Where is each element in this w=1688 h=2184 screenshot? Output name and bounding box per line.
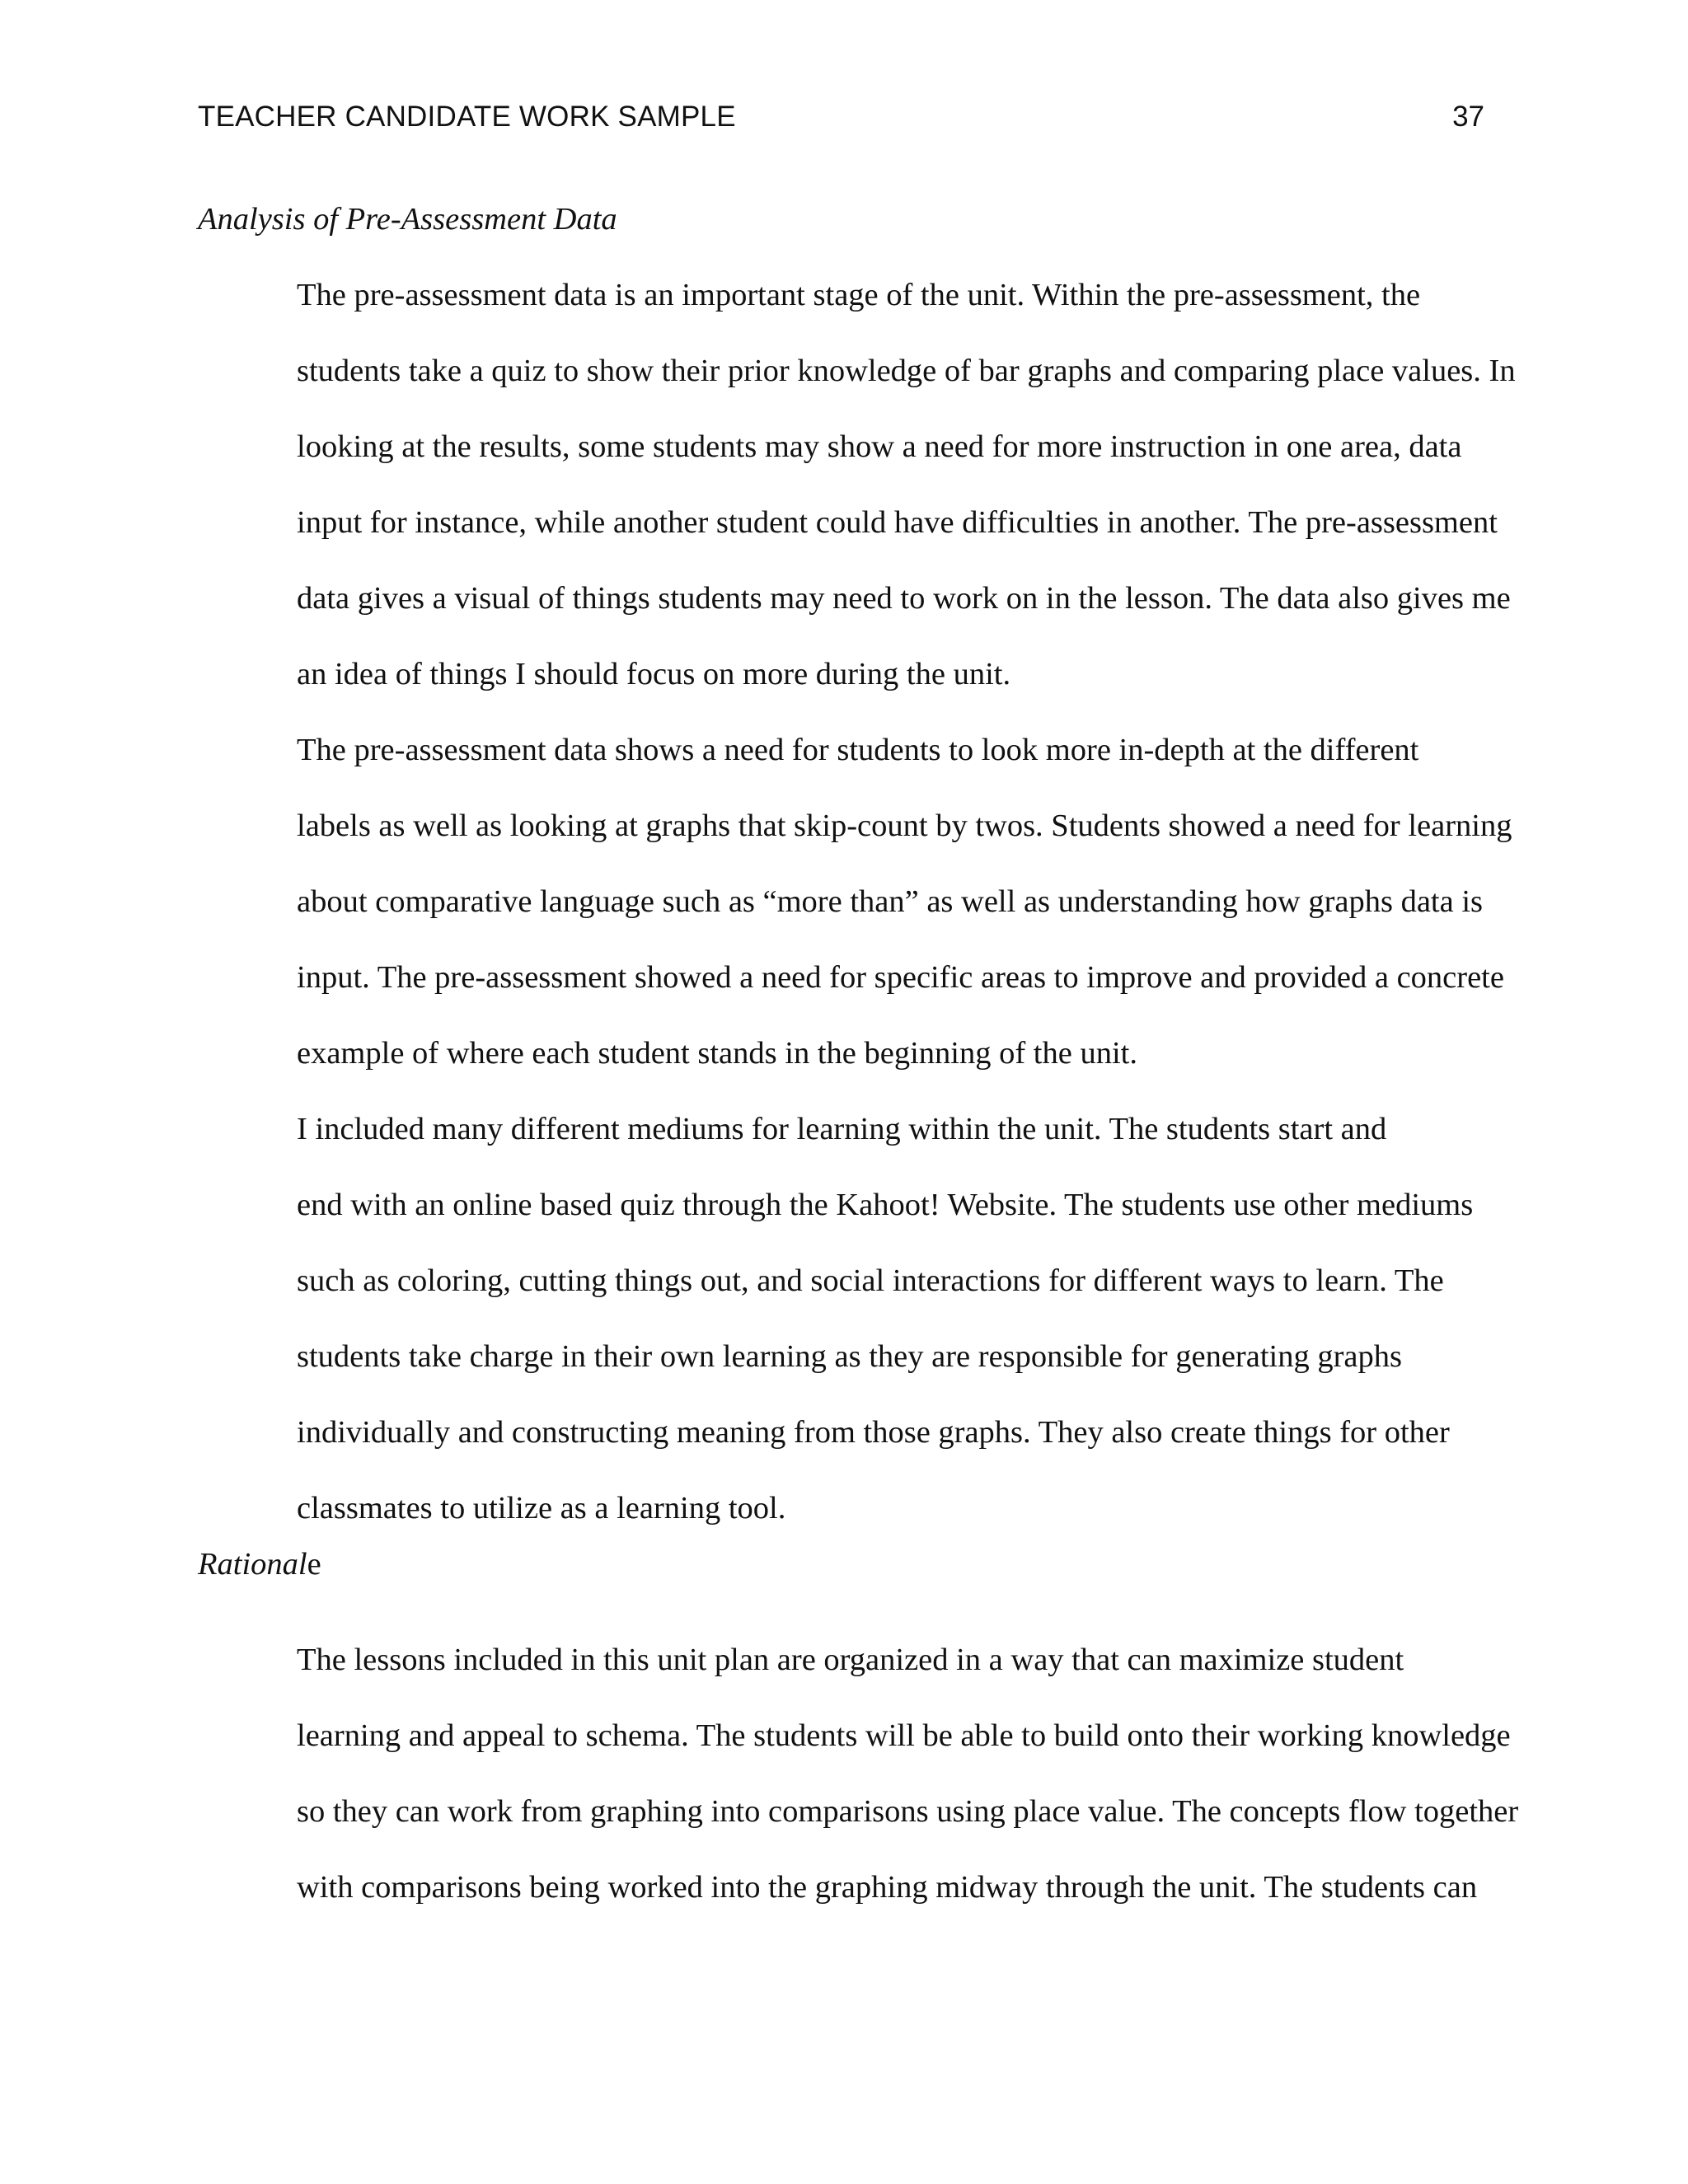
- text-line: an idea of things I should focus on more during the unit.: [297, 657, 1011, 691]
- text-line: input. The pre-assessment showed a need for specific areas to improve and provided a concrete: [297, 960, 1504, 995]
- paragraph-analysis-2: [198, 712, 1512, 1091]
- paragraph-analysis-3: [198, 1091, 1508, 1546]
- body-text: [198, 193, 1519, 1925]
- text-line: I included many different mediums for learning within the unit. The students start and: [297, 1112, 1387, 1146]
- heading-upright-part: e: [307, 1547, 321, 1582]
- text-line: learning and appeal to schema. The students will be able to build onto their working knowledge: [297, 1718, 1511, 1753]
- text-line: students take charge in their own learning as they are responsible for generating graphs: [297, 1339, 1402, 1374]
- text-line: example of where each student stands in the beginning of the unit.: [297, 1036, 1137, 1071]
- text-line: about comparative language such as “more than” as well as understanding how graphs data is: [297, 884, 1484, 919]
- text-line: looking at the results, some students may show a need for more instruction in one area, data: [297, 429, 1462, 464]
- text-line: The pre-assessment data shows a need for students to look more in-depth at the different: [297, 733, 1419, 767]
- text-line: so they can work from graphing into comparisons using place value. The concepts flow together: [297, 1794, 1519, 1829]
- text-line: students take a quiz to show their prior knowledge of bar graphs and comparing place values. In: [297, 354, 1516, 388]
- text-line: The lessons included in this unit plan are organized in a way that can maximize student: [297, 1643, 1404, 1677]
- text-line: such as coloring, cutting things out, and social interactions for different ways to learn. The: [297, 1263, 1444, 1298]
- text-line: end with an online based quiz through the Kahoot! Website. The students use other mediums: [297, 1188, 1474, 1222]
- text-line: classmates to utilize as a learning tool.: [297, 1491, 786, 1526]
- heading-italic-part: Rational: [198, 1547, 307, 1582]
- section-heading-analysis: Analysis of Pre-Assessment Data: [198, 202, 617, 237]
- text-line: input for instance, while another student could have difficulties in another. The pre-assessment: [297, 505, 1498, 540]
- paragraph-analysis-1: [198, 257, 1516, 712]
- running-head: TEACHER CANDIDATE WORK SAMPLE: [198, 101, 736, 133]
- text-line: labels as well as looking at graphs that skip-count by twos. Students showed a need for learning: [297, 808, 1512, 843]
- text-line: data gives a visual of things students may need to work on in the lesson. The data also gives me: [297, 581, 1511, 616]
- page-number: 37: [1452, 101, 1484, 133]
- paragraph-rationale-1: [198, 1622, 1519, 1925]
- text-line: The pre-assessment data is an important stage of the unit. Within the pre-assessment, the: [297, 278, 1421, 312]
- text-line: individually and constructing meaning from those graphs. They also create things for other: [297, 1415, 1450, 1450]
- text-line: with comparisons being worked into the graphing midway through the unit. The students can: [297, 1870, 1478, 1905]
